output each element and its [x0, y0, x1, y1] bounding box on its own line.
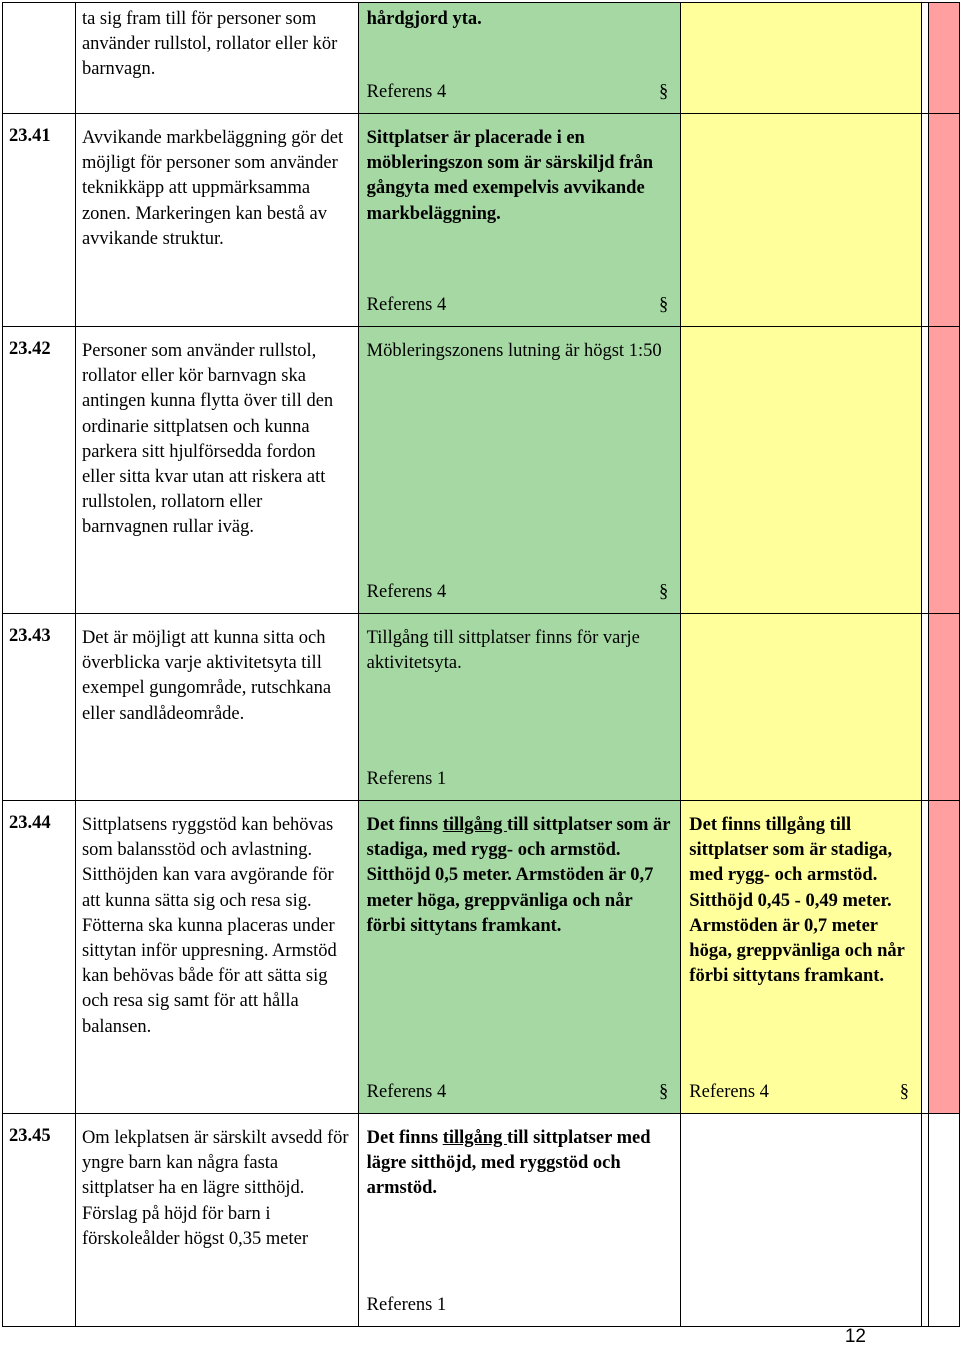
table-row	[3, 1114, 960, 1327]
red-requirement-cell	[929, 614, 960, 801]
red-requirement-cell	[929, 801, 960, 1114]
green-requirement-text: Sittplatser är placerade i en möbleringszon som är särskiljd från gångyta med exempelvis avvikande markbeläggning.	[366, 128, 654, 224]
reference-label: Referens 4	[366, 581, 447, 602]
column-gap	[922, 3, 929, 114]
green-requirement-underlined: tillgång	[442, 815, 507, 835]
green-requirement-text: Tillgång till sittplatser finns för varje aktivitetsyta.	[366, 628, 640, 674]
green-requirement-cell	[358, 3, 681, 114]
table-row	[3, 114, 960, 327]
row-number: 23.41	[3, 114, 76, 327]
row-description: Det är möjligt att kunna sitta och överblicka varje aktivitetsyta till exempel gungområde, rutschkana eller sandlådeområde.	[75, 614, 358, 801]
green-requirement-text	[367, 813, 673, 939]
green-requirement-cell	[358, 614, 681, 801]
reference-label: Referens 1	[366, 1294, 447, 1315]
green-requirement-text-start: Det finns	[366, 1128, 443, 1148]
column-gap	[922, 1114, 929, 1327]
table-row	[3, 327, 960, 614]
row-number	[3, 3, 76, 114]
green-requirement-text: Möbleringszonens lutning är högst 1:50	[366, 341, 662, 361]
row-number: 23.42	[3, 327, 76, 614]
reference-label: Referens 4	[366, 294, 447, 315]
section-sign: §	[659, 1081, 669, 1102]
row-number: 23.45	[3, 1114, 76, 1327]
yellow-requirement-cell	[681, 114, 922, 327]
yellow-requirement-cell	[681, 614, 922, 801]
green-requirement-cell	[358, 1114, 681, 1327]
reference-label: Referens 4	[689, 1081, 769, 1102]
green-requirement-cell	[358, 114, 681, 327]
green-requirement-text-start: Det finns	[366, 815, 443, 835]
column-gap	[922, 614, 929, 801]
section-sign: §	[659, 581, 669, 602]
yellow-requirement-cell	[681, 327, 922, 614]
column-gap	[922, 801, 929, 1114]
table-row	[3, 801, 960, 1114]
yellow-requirement-cell	[681, 801, 922, 1114]
green-requirement-cell	[358, 801, 681, 1114]
column-gap	[922, 114, 929, 327]
yellow-requirement-text: Det finns tillgång till sittplatser som är stadiga, med rygg- och armstöd. Sitthöjd 0,45 - 0,49 meter. Armstöden är 0,7 meter höga, greppvänliga och når förbi sittytans framkant.	[689, 815, 905, 987]
green-requirement-text-end: till sittplatser som är stadiga, med rygg- och armstöd. Sitthöjd 0,5 meter. Armstöden är 0,7 meter höga, greppvänliga och når förbi sittytans framkant.	[366, 815, 671, 936]
section-sign: §	[899, 1081, 910, 1102]
green-requirement-cell	[358, 327, 681, 614]
reference-label: Referens 4	[366, 81, 447, 102]
red-requirement-cell	[929, 3, 960, 114]
green-requirement-text-end: till sittplatser med lägre sitthöjd, med ryggstöd och armstöd.	[366, 1128, 651, 1199]
table-row	[3, 3, 960, 114]
row-description: Personer som använder rullstol, rollator eller kör barnvagn ska antingen kunna flytta över till den ordinarie sittplatsen och kunna parkera sitt hjulförsedda fordon eller sitta kvar utan att riskera att rullstolen, rollatorn eller barnvagnen rullar iväg.	[75, 327, 358, 614]
row-number: 23.44	[3, 801, 76, 1114]
red-requirement-cell	[929, 114, 960, 327]
reference-label: Referens 4	[366, 1081, 447, 1102]
row-number: 23.43	[3, 614, 76, 801]
green-requirement-text: hårdgjord yta.	[366, 9, 482, 29]
reference-label: Referens 1	[366, 768, 447, 789]
yellow-requirement-cell	[681, 1114, 922, 1327]
red-requirement-cell	[929, 1114, 960, 1327]
row-description: Avvikande markbeläggning gör det möjligt för personer som använder teknikkäpp att uppmärksamma zonen. Markeringen kan bestå av avvikande struktur.	[75, 114, 358, 327]
row-description: Sittplatsens ryggstöd kan behövas som balansstöd och avlastning. Sitthöjden kan vara avgörande för att kunna sätta sig och resa sig. Fötterna ska kunna placeras under sittytan inför uppresning. Armstöd kan behövas både för att sätta sig och resa sig samt för att hålla balansen.	[75, 801, 358, 1114]
red-requirement-cell	[929, 327, 960, 614]
green-requirement-underlined: tillgång	[442, 1128, 507, 1148]
yellow-requirement-cell	[681, 3, 922, 114]
green-requirement-text	[367, 1126, 673, 1202]
row-description: ta sig fram till för personer som använder rullstol, rollator eller kör barnvagn.	[75, 3, 358, 114]
section-sign: §	[659, 81, 669, 102]
requirements-table	[2, 2, 960, 1327]
page-number: 12	[844, 1326, 866, 1347]
section-sign: §	[659, 294, 669, 315]
table-row	[3, 614, 960, 801]
column-gap	[922, 327, 929, 614]
row-description: Om lekplatsen är särskilt avsedd för yngre barn kan några fasta sittplatser ha en lägre sitthöjd. Förslag på höjd för barn i förskoleålder högst 0,35 meter	[75, 1114, 358, 1327]
